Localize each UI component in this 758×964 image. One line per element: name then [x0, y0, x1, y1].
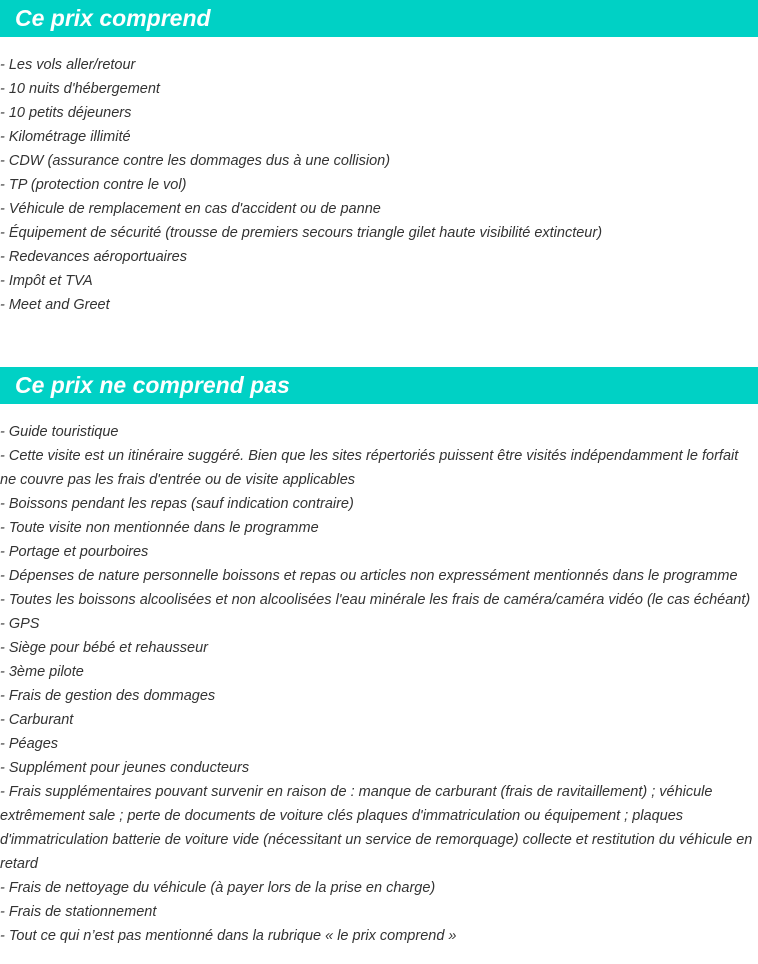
list-item: - Supplément pour jeunes conducteurs [0, 760, 250, 776]
list-item: - Équipement de sécurité (trousse de premiers secours triangle gilet haute visibilité extincteur) [0, 225, 603, 241]
list-item: - 10 petits déjeuners [0, 105, 132, 121]
list-item: - Frais supplémentaires pouvant survenir en raison de : manque de carburant (frais de ravitaillement) ; véhicule extrêmement sale ; perte de documents de voiture clés plaques d'immatriculation ou équipement ; plaques d'immatriculation batterie de voiture vide (nécessitant un service de remorquage) collecte et restitution du véhicule en retard [0, 784, 753, 872]
list-item: - TP (protection contre le vol) [0, 177, 187, 193]
excluded-list [0, 420, 758, 948]
list-item: - GPS [0, 616, 40, 632]
list-item: - Les vols aller/retour [0, 57, 136, 73]
included-list [0, 53, 758, 317]
list-item: - Impôt et TVA [0, 273, 93, 289]
list-item: - Tout ce qui n’est pas mentionné dans la rubrique « le prix comprend » [0, 928, 457, 944]
list-item: - 3ème pilote [0, 664, 84, 680]
list-item: - Redevances aéroportuaires [0, 249, 187, 265]
list-item: - Boissons pendant les repas (sauf indication contraire) [0, 496, 354, 512]
list-item: - Carburant [0, 712, 74, 728]
list-item: - Frais de nettoyage du véhicule (à payer lors de la prise en charge) [0, 880, 436, 896]
excluded-section-title: Ce prix ne comprend pas [0, 367, 758, 404]
list-item: - Frais de stationnement [0, 904, 157, 920]
list-item: - Portage et pourboires [0, 544, 149, 560]
list-item: - 10 nuits d'hébergement [0, 81, 160, 97]
list-item: - CDW (assurance contre les dommages dus à une collision) [0, 153, 391, 169]
list-item: - Toutes les boissons alcoolisées et non alcoolisées l'eau minérale les frais de caméra/caméra vidéo (le cas échéant) [0, 592, 751, 608]
list-item: - Frais de gestion des dommages [0, 688, 216, 704]
list-item: - Siège pour bébé et rehausseur [0, 640, 208, 656]
list-item: - Guide touristique [0, 424, 119, 440]
list-item: - Dépenses de nature personnelle boissons et repas ou articles non expressément mentionnés dans le programme [0, 568, 738, 584]
list-item: - Kilométrage illimité [0, 129, 131, 145]
list-item: - Meet and Greet [0, 297, 110, 313]
list-item: - Cette visite est un itinéraire suggéré. Bien que les sites répertoriés puissent être visités indépendamment le forfait ne couvre pas les frais d'entrée ou de visite applicables [0, 448, 739, 488]
list-item: - Toute visite non mentionnée dans le programme [0, 520, 319, 536]
included-section-title: Ce prix comprend [0, 0, 758, 37]
list-item: - Véhicule de remplacement en cas d'accident ou de panne [0, 201, 381, 217]
list-item: - Péages [0, 736, 59, 752]
